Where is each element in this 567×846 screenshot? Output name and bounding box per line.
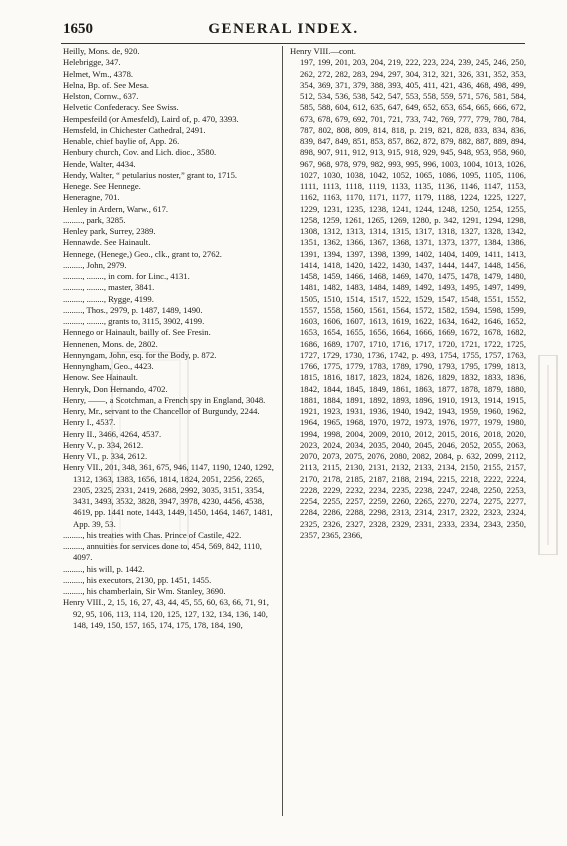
index-entry: Hemsfeld, in Chichester Cathedral, 2491. xyxy=(63,124,206,135)
right-index-column xyxy=(290,46,526,541)
index-entry: Henry II., 3466, 4264, 4537. xyxy=(63,428,162,439)
index-entry: Henow. See Hainault. xyxy=(63,372,138,383)
index-entry: Henable, chief baylie of, App. 26. xyxy=(63,136,180,146)
header-rule xyxy=(61,43,525,44)
index-entry: Hennenen, Mons. de, 2802. xyxy=(63,338,158,349)
index-entry: Henry VI., p. 334, 2612. xyxy=(63,451,148,461)
index-entry: ........., his treaties with Chas. Prince of Castile, 422. xyxy=(63,529,242,540)
index-entry: Hennyngam, John, esq. for the Body, p. 872. xyxy=(63,349,217,360)
running-head-title: GENERAL INDEX. xyxy=(208,21,359,37)
index-entry: Henry VII., 201, 348, 361, 675, 946, 1147, 1190, 1240, 1292, 1312, 1363, 1383, 1656, 1814, 1824, 2051, 2256, 2265, 2305, 2325, 2331, 2419, 2688, 2992, 3035, 3151, 3354, 3431, 3493, 3532, 3828, 3947, 3978, 4230, 4456, 4538, 4619, pp. 1441 note, 1443, 1449, 1450, 1464, 1467, 1481, App. 39, 53. xyxy=(63,462,274,529)
index-entry: ........., ........, Rygge, 4199. xyxy=(63,293,154,304)
index-entry: Heilly, Mons. de, 920. xyxy=(63,46,140,56)
index-entry: Helston, Cornw., 637. xyxy=(63,91,139,101)
index-entry: Henley in Ardern, Warw., 617. xyxy=(63,203,169,214)
index-entry: ........., annuities for services done to, 454, 569, 842, 1110, 4097. xyxy=(63,541,262,563)
index-entry: Helmet, Wm., 4378. xyxy=(63,68,134,79)
index-entry: Henley park, Surrey, 2389. xyxy=(63,226,156,236)
index-entry: Henryk, Don Hernando, 4702. xyxy=(63,383,168,394)
index-entry: ........., his executors, 2130, pp. 1451, 1455. xyxy=(63,574,212,585)
index-entry: Helebrigge, 347. xyxy=(63,57,121,68)
index-entry: ........., John, 2979. xyxy=(63,259,127,270)
column-divider xyxy=(282,46,283,816)
index-entry: Henry, ——, a Scotchman, a French spy in England, 3048. xyxy=(63,394,266,405)
index-entry: Henry V., p. 334, 2612. xyxy=(63,439,144,450)
page-number: 1650 xyxy=(63,21,93,37)
index-entry: Hennawde. See Hainault. xyxy=(63,237,151,248)
index-entry: ........., ........, master, 3841. xyxy=(63,282,155,293)
index-entry: Hennege, (Henege,) Geo., clk., grant to, 2762. xyxy=(63,248,222,259)
index-entry: Hennyngham, Geo., 4423. xyxy=(63,361,154,371)
index-entry: ........., park, 3285. xyxy=(63,214,126,225)
index-entry: Hendy, Walter, “ petularius noster,” grant to, 1715. xyxy=(63,169,238,180)
index-entry: ........., Thos., 2979, p. 1487, 1489, 1490. xyxy=(63,304,203,315)
faint-library-stamp xyxy=(110,350,190,550)
continued-entry-heading: Henry VIII.—cont. xyxy=(290,46,356,56)
index-entry: Helvetic Confederacy. See Swiss. xyxy=(63,102,179,113)
index-entry: Henry I., 4537. xyxy=(63,417,116,428)
index-entry: Heneragne, 701. xyxy=(63,192,120,203)
index-entry: Hende, Walter, 4434. xyxy=(63,158,136,169)
index-entry: Hempesfeild (or Amesfeld), Laird of, p. 470, 3393. xyxy=(63,113,239,124)
index-entry: ........., his chamberlain, Sir Wm. Stanley, 3690. xyxy=(63,586,226,596)
index-entry: Henege. See Hennege. xyxy=(63,181,141,191)
henry-viii-references: 197, 199, 201, 203, 204, 219, 222, 223, 224, 239, 245, 246, 250, 262, 272, 282, 283, 294, 297, 304, 312, 321, 326, 331, 352, 353, 354, 369, 371, 379, 388, 393, 405, 411, 421, 436, 468, 498, 499, 512, 534, 536, 538, 542, 547, 553, 558, 559, 571, 576, 581, 584, 585, 588, 604, 612, 635, 647, 649, 652, 653, 654, 665, 666, 672, 673, 678, 679, 692, 701, 721, 733, 742, 769, 777, 779, 780, 784, 787, 802, 808, 809, 814, 818, p. 219, 821, 828, 833, 834, 836, 839, 847, 849, 851, 853, 857, 862, 872, 879, 882, 887, 889, 894, 898, 907, 911, 912, 913, 915, 918, 929, 945, 948, 953, 958, 960, 967, 968, 978, 979, 982, 993, 995, 996, 1003, 1004, 1013, 1026, 1027, 1030, 1038, 1042, 1052, 1065, 1086, 1095, 1105, 1106, 1111, 1113, 1118, 1119, 1133, 1135, 1136, 1146, 1147, 1153, 1162, 1163, 1170, 1171, 1177, 1179, 1188, 1224, 1225, 1227, 1229, 1231, 1235, 1238, 1241, 1244, 1248, 1250, 1254, 1255, 1258, 1259, 1261, 1265, 1269, 1280, p. 342, 1291, 1294, 1298, 1308, 1312, 1313, 1314, 1315, 1317, 1318, 1327, 1328, 1342, 1351, 1362, 1366, 1367, 1368, 1371, 1373, 1377, 1384, 1386, 1391, 1394, 1397, 1398, 1399, 1402, 1404, 1409, 1411, 1413, 1414, 1418, 1420, 1422, 1430, 1437, 1444, 1447, 1448, 1456, 1458, 1459, 1466, 1468, 1469, 1470, 1475, 1478, 1479, 1480, 1481, 1482, 1483, 1484, 1489, 1492, 1493, 1495, 1497, 1499, 1505, 1510, 1514, 1517, 1522, 1529, 1547, 1548, 1551, 1552, 1557, 1558, 1560, 1561, 1564, 1572, 1582, 1594, 1598, 1599, 1603, 1606, 1607, 1613, 1619, 1622, 1634, 1642, 1646, 1652, 1653, 1654, 1655, 1656, 1664, 1666, 1669, 1672, 1678, 1682, 1686, 1689, 1707, 1710, 1716, 1717, 1720, 1721, 1722, 1725, 1727, 1729, 1730, 1736, 1742, p. 493, 1754, 1755, 1757, 1763, 1766, 1775, 1779, 1783, 1789, 1790, 1793, 1795, 1799, 1813, 1815, 1816, 1817, 1823, 1824, 1826, 1829, 1832, 1833, 1836, 1842, 1844, 1845, 1849, 1861, 1863, 1877, 1878, 1879, 1880, 1881, 1884, 1891, 1892, 1893, 1896, 1910, 1913, 1914, 1915, 1921, 1923, 1931, 1936, 1940, 1942, 1943, 1959, 1960, 1962, 1964, 1965, 1968, 1970, 1972, 1973, 1976, 1977, 1979, 1980, 1994, 1998, 2004, 2009, 2010, 2012, 2015, 2016, 2018, 2020, 2023, 2024, 2034, 2035, 2040, 2045, 2046, 2052, 2055, 2063, 2070, 2073, 2075, 2076, 2080, 2082, 2084, p. 632, 2099, 2112, 2113, 2115, 2130, 2131, 2132, 2133, 2134, 2150, 2155, 2157, 2170, 2178, 2185, 2187, 2188, 2194, 2215, 2218, 2222, 2224, 2228, 2229, 2232, 2234, 2235, 2238, 2247, 2248, 2250, 2253, 2254, 2255, 2257, 2259, 2260, 2265, 2270, 2274, 2275, 2277, 2284, 2286, 2288, 2298, 2313, 2314, 2317, 2322, 2323, 2324, 2325, 2326, 2327, 2328, 2329, 2331, 2333, 2334, 2343, 2350, 2357, 2365, 2366, xyxy=(300,57,526,540)
index-entry: Helna, Bp. of. See Mesa. xyxy=(63,79,149,90)
index-entry: ........., ........, in com. for Linc., 4131. xyxy=(63,271,190,281)
index-entry: Hennego or Hainault, bailly of. See Fresin. xyxy=(63,327,211,338)
index-entry: Henry, Mr., servant to the Chancellor of Burgundy, 2244. xyxy=(63,406,260,416)
index-entry: ........., his will, p. 1442. xyxy=(63,563,145,574)
index-entry: Henry VIII., 2, 15, 16, 27, 43, 44, 45, 55, 60, 63, 66, 71, 91, 92, 95, 106, 113, 114, 120, 125, 127, 132, 134, 136, 140, 148, 149, 150, 157, 165, 174, 175, 178, 184, 190, xyxy=(63,597,269,630)
spine-stamp xyxy=(537,355,559,555)
index-entry: Henbury church, Cov. and Lich. dioc., 3580. xyxy=(63,147,217,158)
index-entry: ........., ........, grants to, 3115, 3902, 4199. xyxy=(63,316,205,326)
